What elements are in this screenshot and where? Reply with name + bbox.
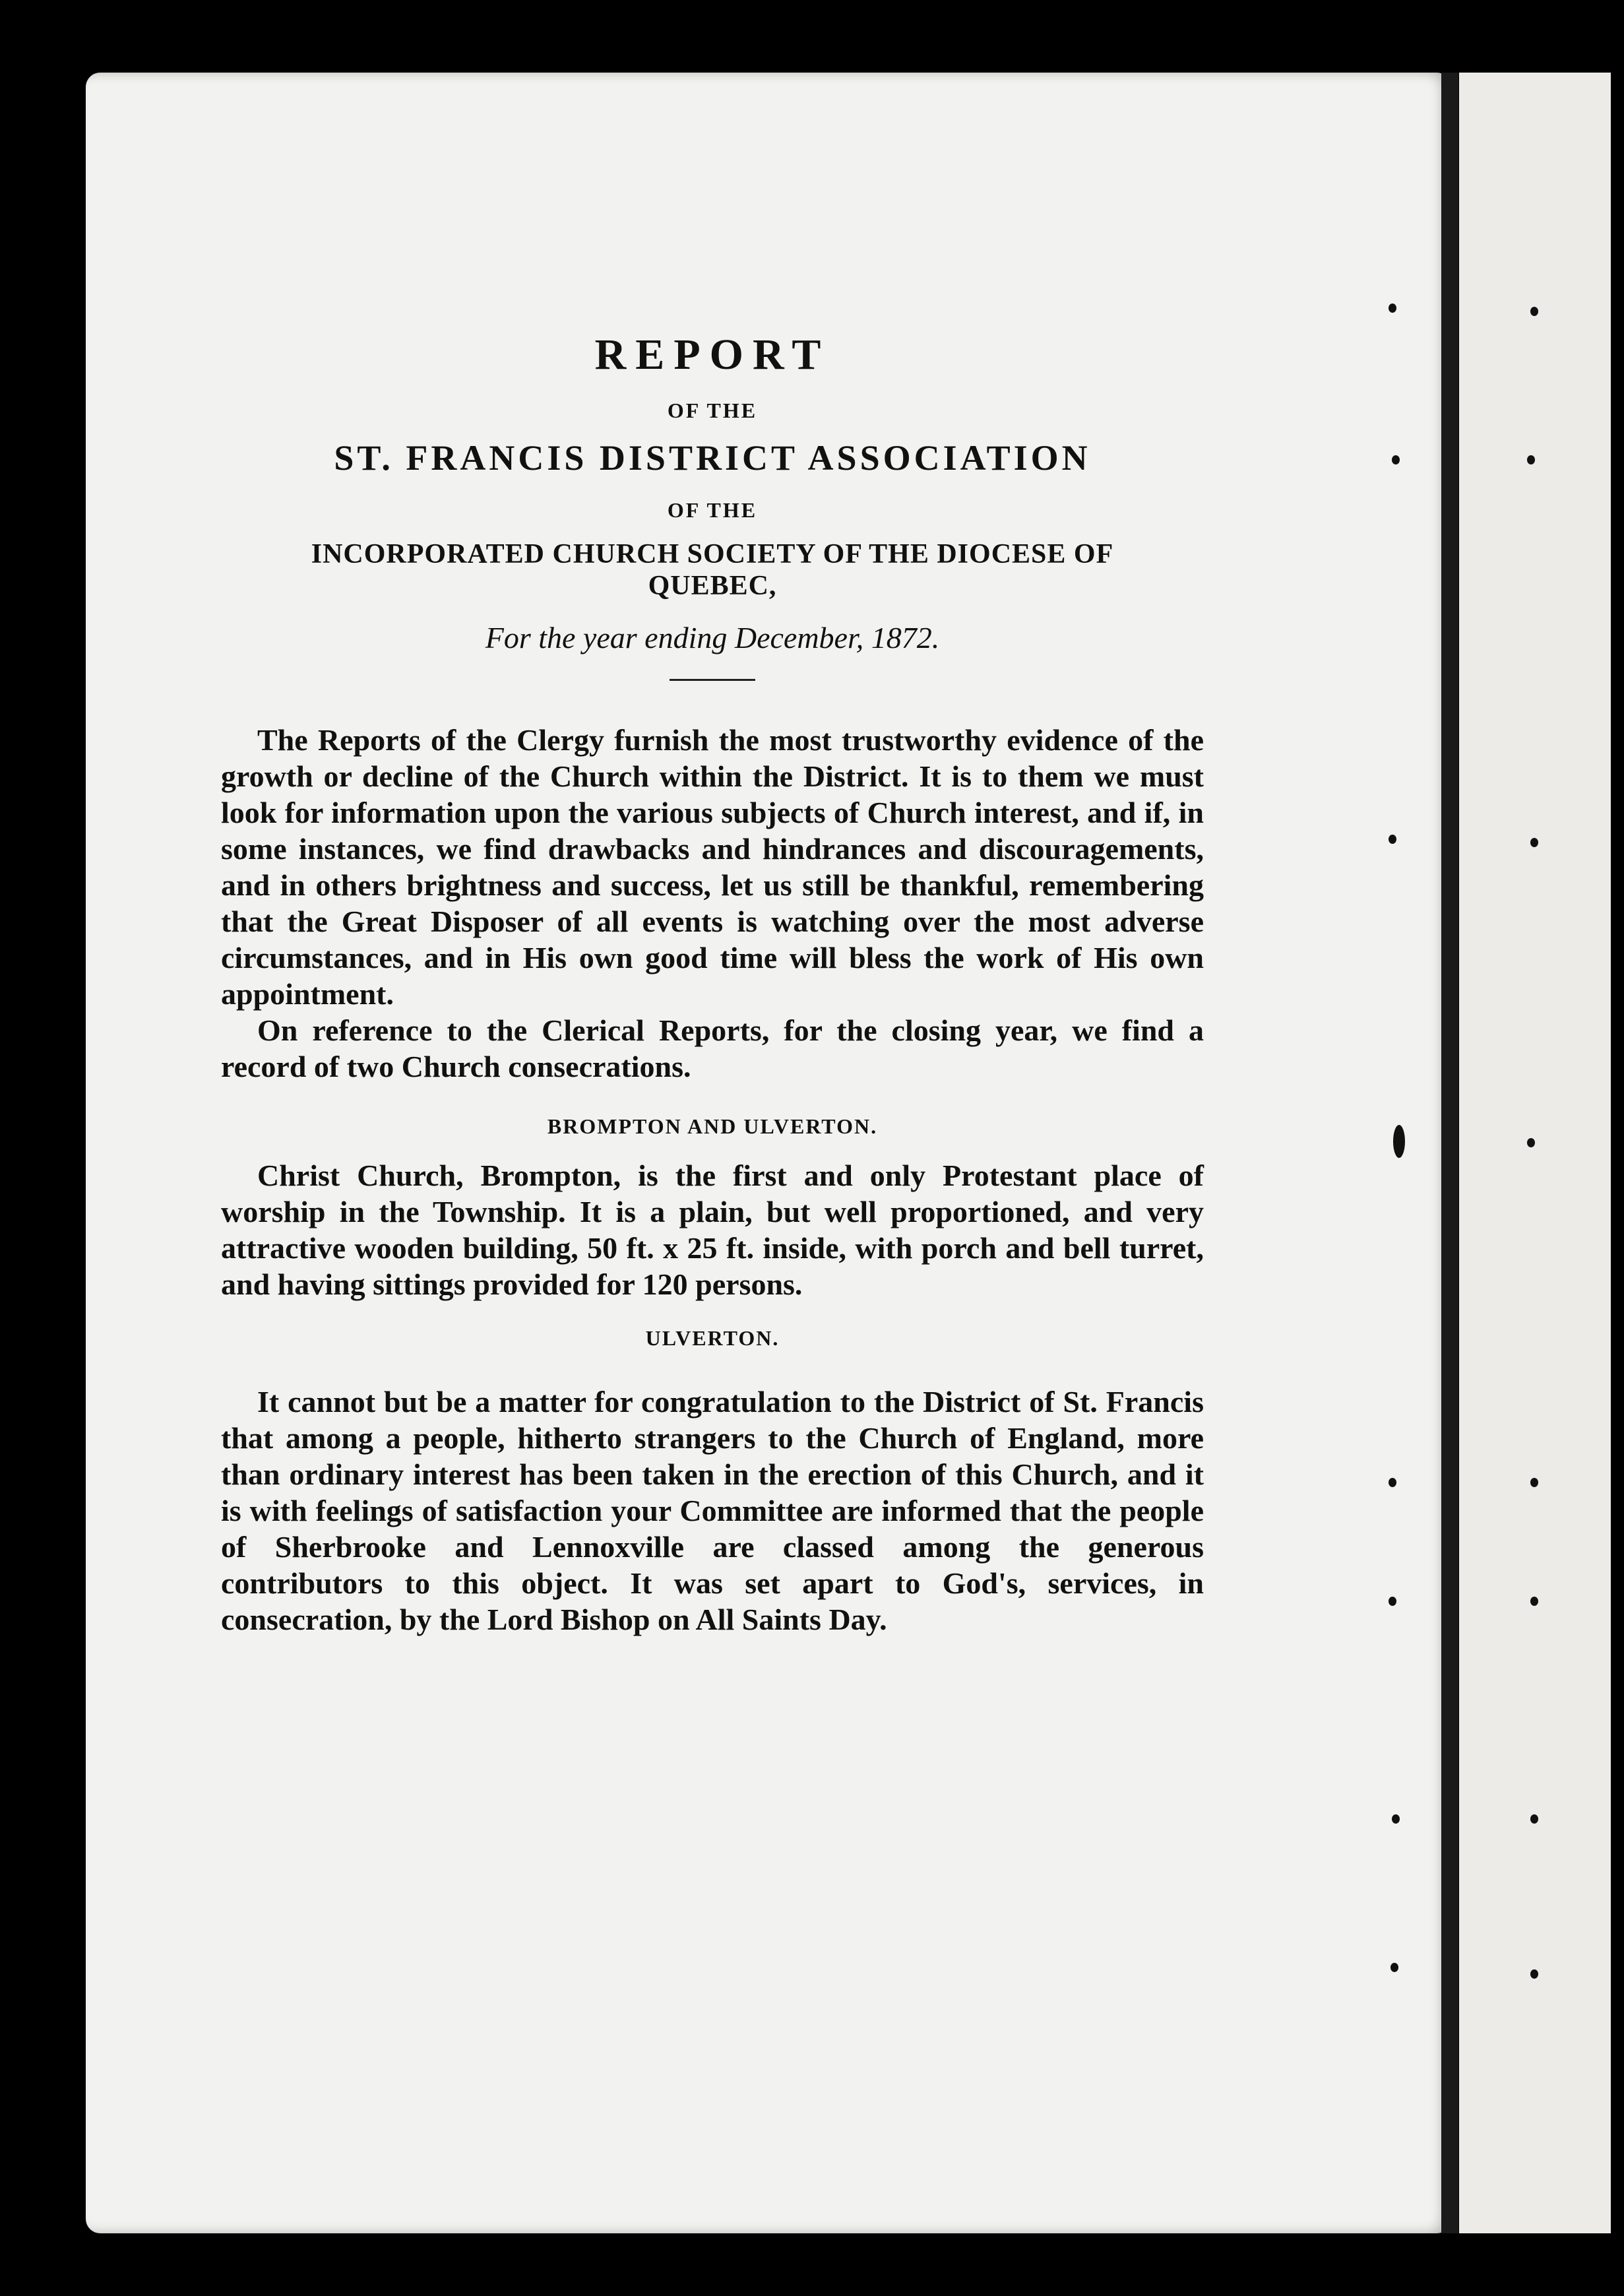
binding-mark xyxy=(1389,835,1396,844)
divider xyxy=(670,679,755,681)
binding-mark xyxy=(1389,1478,1396,1487)
report-title: REPORT xyxy=(594,331,830,379)
binding-mark xyxy=(1530,1597,1538,1606)
of-the-line: OF THE xyxy=(667,498,758,522)
binding-mark xyxy=(1389,1597,1396,1606)
section-heading: BROMPTON AND ULVERTON. xyxy=(547,1114,878,1138)
binding-mark xyxy=(1393,1125,1405,1158)
book-spine xyxy=(1441,73,1458,2233)
binding-mark xyxy=(1530,1814,1538,1824)
binding-mark xyxy=(1530,838,1538,847)
of-the-line: OF THE xyxy=(667,399,758,422)
association-name: ST. FRANCIS DISTRICT ASSOCIATION xyxy=(334,438,1091,478)
binding-mark xyxy=(1389,303,1396,313)
report-year: For the year ending December, 1872. xyxy=(485,621,940,654)
section-heading: ULVERTON. xyxy=(645,1326,780,1350)
binding-mark xyxy=(1392,1814,1400,1824)
binding-mark xyxy=(1530,1478,1538,1487)
next-page-edge xyxy=(1459,73,1611,2233)
document-body xyxy=(221,330,1204,1638)
diocese-name: QUEBEC, xyxy=(648,571,777,601)
binding-mark xyxy=(1527,1138,1535,1147)
section-paragraph: It cannot but be a matter for congratulation to the District of St. Francis that among a people, hitherto strangers to the Church of England, more than ordinary interest has been taken in the erection of this Church, and it is with feelings of satisfaction your Committee are informed that the people of Sherbrooke and Lennoxville are classed among the generous contributors to this object. It was set apart to God's, services, in consecration, by the Lord Bishop on All Saints Day. xyxy=(221,1385,1204,1636)
intro-paragraph: The Reports of the Clergy furnish the most trustworthy evidence of the growth or decline of the Church within the District. It is to them we must look for information upon the various subjects of Church interest, and if, in some instances, we find drawbacks and hindrances and discouragements, and in others brightness and success, let us still be thankful, remembering that the Great Disposer of all events is watching over the most adverse circumstances, and in His own good time will bless the work of His own appointment. xyxy=(221,723,1204,1011)
binding-mark xyxy=(1530,307,1538,316)
society-name: INCORPORATED CHURCH SOCIETY OF THE DIOCESE OF xyxy=(311,539,1114,569)
section-paragraph: Christ Church, Brompton, is the first and only Protestant place of worship in the Township. It is a plain, but well proportioned, and very attractive wooden building, 50 ft. x 25 ft. inside, with porch and bell turret, and having sittings provided for 120 persons. xyxy=(221,1159,1204,1301)
binding-mark xyxy=(1527,455,1535,464)
consecration-paragraph: On reference to the Clerical Reports, for the closing year, we find a record of two Church consecrations. xyxy=(221,1013,1204,1083)
binding-mark xyxy=(1530,1969,1538,1979)
binding-mark xyxy=(1390,1963,1398,1972)
binding-mark xyxy=(1392,455,1400,464)
